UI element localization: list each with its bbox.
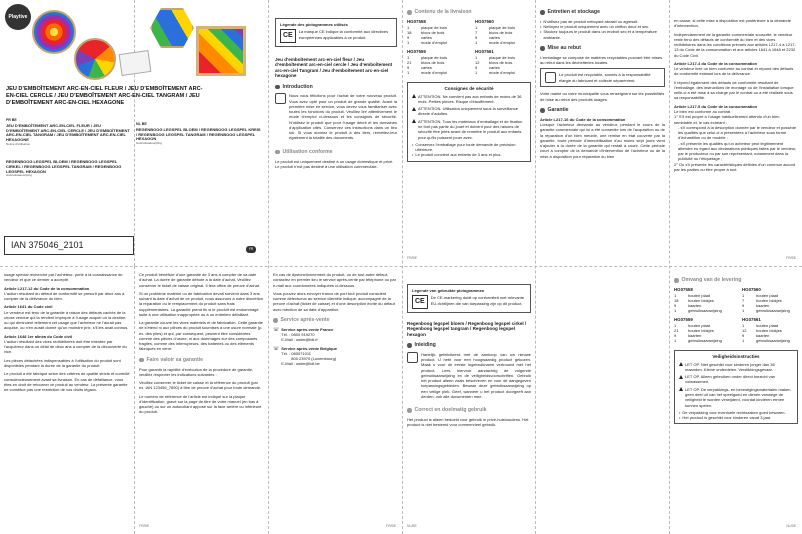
article-number: HG07560 — [475, 18, 494, 24]
legend-box — [275, 18, 397, 47]
article-number: HG07559 — [407, 48, 426, 54]
fold-line — [669, 0, 670, 534]
safety-title: Veiligheidsinstructies — [712, 353, 760, 359]
legal-text: 1° S’il est propre à l’usage habituellement attendu d’un bien semblable et, le cas échéant : — [674, 114, 780, 125]
legal-text: Le bien est conforme au contrat : — [674, 108, 733, 114]
article-heading: Article L217-4 du Code de la consommation — [674, 60, 758, 66]
safety-bullet: De verpakking voor eventuele rechtszaken goed bewaren. — [682, 409, 786, 415]
section-use: Utilisation conforme — [275, 149, 397, 156]
bullet-dot-icon — [540, 10, 545, 15]
warning-text: LET OP. Niet geschikt voor kinderen jonger dan 36 maanden. Kleine onderdelen. Verstikkingsgevaar. — [685, 361, 775, 372]
article-text: Lorsque l’acheteur demande au vendeur, pendant le cours de la garantie commerciale qui lui a été consentie lors de l’acquisition ou de la réparation d’un bien meuble, une remise en état couverte par la garantie, toute période d’immobilisation d’au moins sept jours vient s’ajouter à la durée de la garantie qui restait à courir. Cette période court à compter de la demande d’intervention de l’acheteur ou de la mise à disposition pour réparation du bien — [540, 121, 665, 159]
warning-icon — [412, 107, 416, 111]
use-text: Le produit est uniquement destiné à un usage domestique et privé. Le produit n’est pas destiné à une utilisation commerciale. — [275, 158, 394, 169]
care-bullet: Stockez toujours le produit dans un endroit sec et à température ambiante. — [543, 29, 658, 40]
legal-text: Le produit a été fabriqué selon des critères de qualité stricts et contrôlé consciencieusement avant sa livraison. En cas de défaillance, vous êtes en droit de retourner ce produit au vendeur. La présente garantie ne constitue pas une restriction de vos droits légaux. — [4, 371, 130, 393]
legal-text: - s’il correspond à la description donnée par le vendeur et possède les qualités que celui-ci a présentées à l’acheteur sous forme d’échantillon ou de modèle ; — [678, 124, 797, 141]
cover-title: JEU D’EMBOÎTEMENT ARC-EN-CIEL FLEUR / JEU D’EMBOÎTEMENT ARC-EN-CIEL CERCLE / JEU D’EMBOÎTEMENT ARC-EN-CIEL TANGRAM / JEU D’EMBOÎTEMENT ARC-EN-CIEL HEXAGONE — [6, 86, 203, 106]
legal-text: usage spécial recherché par l’acheteur, porté à la connaissance du vendeur et que ce dernier a accepté. — [4, 272, 123, 283]
cover-nl-block — [136, 122, 262, 146]
article-heading: Article L217-5 du Code de la consommation — [674, 103, 758, 109]
legal-text: Le vendeur est tenu de la garantie à raison des défauts cachés de la chose vendue qui la rendent impropre à l’usage auquel on la destine, ou qui diminuent tellement cet usage que l’acheteur ne l’aurait pas acquise, ou n’en aurait donné qu’un moindre prix, s’il les avait connus. — [4, 309, 129, 331]
safety-bullet: Le produit convient aux enfants de 3 ans et plus. — [415, 152, 502, 158]
safety-title: Consignes de sécurité — [444, 85, 494, 91]
page-number: FR/BE — [139, 523, 149, 528]
bullet-dot-icon — [139, 358, 144, 363]
section-waste: Mise au rebut — [540, 45, 665, 52]
warning-icon — [679, 387, 683, 391]
warning-text: ATTENTION. Ne convient pas aux enfants de moins de 36 mois. Petites pièces. Risque d’étouffement. — [418, 93, 522, 104]
article-block: HG07560 1 plaque de bois 7 blocs de bois 9 cartes 1 mode d’emploi — [475, 19, 531, 46]
legend-title: Legende van gebruikte pictogrammen — [412, 288, 485, 293]
article-heading: Article L217-16 du Code de la consommation — [540, 116, 626, 122]
waste-box-text: Le produit est recyclable, soumis à la responsabilité élargie du fabricant et collecté séparément. — [559, 72, 651, 83]
safety-bullet: Conservez l’emballage pour toute demande de précision ultérieure. — [415, 141, 516, 153]
service-france: ☏ Service après-vente France Tél. : 0800 919270 E-Mail : owim@lidl.fr — [273, 326, 334, 343]
warranty-text: Si un problème matériel ou de fabrication devait survenir dans 3 ans suivant la date d’achat de ce produit, nous assurons à notre discrétion la réparation ou le remplacement du produit sans frais supplémentaires. La garantie prend fin si le produit est endommagé suite à une utilisation inappropriée ou à un entretien défaillant. — [139, 290, 264, 317]
articles-row-2 — [407, 49, 531, 76]
fr-page-content-safety — [407, 4, 531, 262]
legend-box — [407, 284, 531, 313]
legend-title: Légende des pictogrammes utilisés — [280, 22, 348, 27]
fold-line — [535, 0, 536, 534]
fr-page-service — [273, 272, 398, 530]
cover-be-titles: REGENBOOG LEGSPEL BLOEM / REGENBOOG LEGSPEL CIRKEL / REGENBOOG LEGSPEL TANGRAM / REGENBOOG LEGSPEL HEXAGON — [6, 159, 122, 174]
product-image-hexagon — [150, 8, 194, 48]
product-image-circle — [74, 38, 116, 80]
section-introduction: Introduction — [275, 84, 397, 91]
article-number: HG07559 — [674, 316, 693, 322]
claim-text: Le numéro de référence de l’article est indiqué sur la plaque d’identification, gravé sur la page de titre de votre manuel (en bas à gauche) ou sur un autocollant apposé sur la face arrière ou inférieure du produit. — [139, 393, 262, 415]
cover-nl-sub: Gebruiksaanwijzing — [136, 141, 163, 146]
ian-box: IAN 375046_2101 — [4, 236, 134, 255]
warranty-text: Ce produit bénéficie d’une garantie de 3 ans à compter de sa date d’achat. La durée de garantie débute à la date d’achat. Veuillez conserver le ticket de caisse original. Il fera office de preuve d’achat. — [139, 272, 261, 288]
phone-icon: ☏ — [273, 345, 280, 352]
cover-fr-sub: Notice d’utilisation — [6, 141, 31, 146]
claim-text: Pour garantir la rapidité d’exécution de la procédure de garantie, veuillez respecter les indications suivantes : — [139, 366, 254, 377]
waste-text-2: Votre mairie ou votre municipalité vous renseignent sur les possibilités de mise au rebut des produits usagés. — [540, 91, 665, 102]
warranty-text: La garantie couvre les vices matériels et de fabrication. Cette garantie ne s’étend ni aux pièces du produit soumises à une usure normale (p. ex. des piles) et qui, par conséquent, peuvent être considérées comme des pièces d’usure, ni aux dommages sur des composants fragiles, comme des interrupteurs, des batteries ou des éléments fabriqués en verre. — [139, 320, 263, 352]
article-number: HG07558 — [674, 286, 693, 292]
phone-icon: ☏ — [273, 326, 280, 333]
warning-text: ATTENTION. Tous les matériaux d’emballage et de fixation ne font pas partie du jouet et doivent pour des raisons de sécurité être jetés avant de remettre le produit aux enfants pour qu’ils puissent jouer avec. — [418, 118, 523, 140]
fr-page-legend-intro — [275, 4, 397, 262]
page-number: NL/BE — [407, 523, 417, 528]
articles-row-1 — [674, 287, 798, 314]
article-heading: Article 1648 1er alinéa du Code civil — [4, 333, 73, 339]
warning-icon — [412, 119, 416, 123]
intro-text: Nous vous félicitons pour l’achat de votre nouveau produit. Vous avez opté pour un produit de grande qualité. Avant la première mise en service, vous devez vous familiariser avec toutes les fonctions du produit. Veuillez lire attentivement le mode d’emploi ci-dessous et les consignes de sécurité. N’utilisez le produit que pour l’usage décrit et les domaines d’application cités. Conservez ces instructions dans un lieu sûr. Si vous donnez le produit à des tiers, remettez-leur également la totalité des documents. — [289, 93, 397, 141]
care-bullet: N’utilisez pas de produit nettoyant abrasif ou agressif. — [543, 18, 639, 24]
page-number: FR/BE — [386, 523, 396, 528]
warning-icon — [679, 362, 683, 366]
bullet-dot-icon — [273, 318, 278, 323]
articles-row-2 — [674, 317, 798, 344]
cover-nl-titles: REGENBOOG LEGSPEL BLOEM / REGENBOOG LEGSPEL KREIS / REGENBOOG LEGSPEL TANGRAM / REGENBOOG LEGSPEL HEXAGON — [136, 126, 261, 142]
waste-text: L’emballage se compose de matières recyclables pouvant être mises au rebut dans les déchetteries locales. — [540, 54, 663, 66]
section-claim: Faire valoir sa garantie — [139, 357, 264, 364]
warning-text: LET OP. De verpakkings- en bevestigingsmaterialen maken geen deel uit van het speelgoed en dienen vanwege de veiligheid te worden verwijderd, voordat kinderen ermee kunnen spelen. — [685, 386, 791, 408]
ce-mark-icon: CE — [412, 295, 428, 308]
section-service: Service après-vente — [273, 317, 398, 324]
cover-be-block — [6, 160, 130, 178]
legal-text: Il répond également des défauts de conformité résultant de l’emballage, des instructions de montage ou de l’installation lorsque celle-ci a été mise à sa charge par le contrat ou a été réalisée sous sa responsabilité. — [674, 79, 794, 101]
bullet-dot-icon — [407, 408, 412, 413]
bullet-dot-icon — [275, 150, 280, 155]
fr-page-warranty-terms — [139, 272, 264, 530]
section-introduction: Inleiding — [407, 342, 531, 349]
article-block: HG07559 1 houten plaat 21 houten blokjes 9 kaarten 1 gebruiksaanwijzing — [674, 317, 730, 344]
book-icon — [275, 93, 286, 104]
ce-mark-icon: CE — [280, 29, 296, 42]
fold-line — [134, 266, 135, 534]
articles-row-1 — [407, 19, 531, 46]
legal-text: en cause, si cette mise à disposition est postérieure à la demande d’intervention. — [674, 18, 791, 29]
fold-line — [402, 0, 403, 534]
language-badge: FR — [246, 246, 256, 253]
fold-line-horizontal — [0, 266, 802, 267]
recycle-icon — [545, 72, 556, 83]
section-content: Omvang van de levering — [674, 277, 798, 284]
legal-text: - s’il présente les qualités qu’un acheteur peut légitimement attendre eu égard aux déclarations publiques faites par le vendeur, par le producteur ou par son représentant, notamment dans la publicité ou l’étiquetage ; — [678, 140, 797, 162]
claim-text: Veuillez conserver le ticket de caisse et la référence du produit (par ex. IAN 123456_7890) à titre de preuve d’achat pour toute demande. — [139, 380, 262, 391]
article-number: HG07561 — [742, 316, 761, 322]
brand-logo: Playtive — [5, 4, 31, 30]
section-care: Entretien et stockage — [540, 9, 665, 16]
bullet-dot-icon — [540, 46, 545, 51]
cover-be-sub: Gebruiksaanwijzing — [6, 173, 33, 178]
article-number: HG07558 — [407, 18, 426, 24]
legal-text: 2° Ou s’il présente les caractéristiques définies d’un commun accord par les parties ou être propre à tout — [674, 161, 796, 172]
article-block: HG07558 1 plaque de bois 18 blocs de bois 9 cartes 1 mode d’emploi — [407, 19, 463, 46]
warning-text: ATTENTION. Utilisation uniquement sous la surveillance directe d’adultes. — [418, 106, 518, 117]
section-content: Contenu de la livraison — [407, 9, 531, 16]
bullet-dot-icon — [540, 108, 545, 113]
page-number: FR/BE — [786, 255, 796, 260]
page-number: FR/BE — [407, 255, 417, 260]
safety-box: Veiligheidsinstructies LET OP. Niet geschikt voor kinderen jonger dan 36 maanden. Kleine onderdelen. Verstikkingsgevaar. LET OP. Alleen gebruiken onder direct toezicht van volwassenen. LET OP. De verpakkings- en bevestigingsmaterialen maken geen deel uit van het speelgoed en dienen vanwege de veiligheid te worden verwijderd, voordat kinderen ermee kunnen spelen. • De verpakking voor eventuele rechtszaken goed bewaren. • Het product is geschikt voor kinderen vanaf 3 jaar. — [674, 350, 798, 425]
language-codes-nl: NL BE — [136, 122, 147, 126]
nl-page-legend-intro — [407, 272, 531, 530]
cover-fr-titles: JEU D’EMBOÎTEMENT ARC-EN-CIEL FLEUR / JEU D’EMBOÎTEMENT ARC-EN-CIEL CERCLE / JEU D’EMBOÎTEMENT ARC-EN-CIEL TANGRAM / JEU D’EMBOÎTEMENT ARC-EN-CIEL HEXAGONE — [6, 122, 130, 143]
article-block: HG07558 1 houten plaat 18 houten blokjes 9 kaarten 1 gebruiksaanwijzing — [674, 287, 730, 314]
cover-fr-block — [6, 118, 130, 147]
section-use: Correct en doelmatig gebruik — [407, 407, 531, 414]
product-image-tangram — [196, 26, 246, 76]
section-warranty: Garantie — [540, 107, 665, 114]
safety-bullet: Het product is geschikt voor kinderen vanaf 3 jaar. — [682, 415, 772, 421]
bullet-dot-icon — [407, 10, 412, 15]
care-bullet: Nettoyez le produit uniquement avec un chiffon doux et sec. — [543, 24, 650, 30]
fold-line — [268, 0, 269, 534]
fr-page-care-warranty: Entretien et stockage • N’utilisez pas de produit nettoyant abrasif ou agressif. • Nettoyez le produit uniquement avec un chiffon doux et sec. • Stockez toujours le produit dans un endroit sec et à température ambiante. Mise au rebut L’emballage se compose de matières recyclables pouvant être mises au rebut dans les déchetteries locales. Le produit est recyclable, soumis à la responsabilité élargie du fabricant et collecté séparément. Votre mairie ou votre municipalité vous renseignent sur les possibilités de mise au rebut des produits usagés. Garantie Article L217-16 du Code de la consommation Lorsque l’acheteur demande au vendeur, pendant le cours de la garantie commerciale qui lui a été consentie lors de l’acquisition ou de la réparation d’un bien meuble, une remise en état couverte par la garantie, toute période d’immobilisation d’au moins sept jours vient s’ajouter à la durée de la garantie qui restait à courir. Cette période court à compter de la demande d’intervention de l’acheteur ou de la mise à disposition pour réparation du bien — [540, 9, 665, 159]
legal-text: Le vendeur livre un bien conforme au contrat et répond des défauts de conformité existant lors de la délivrance. — [674, 66, 794, 77]
article-block: HG07561 1 plaque de bois 12 blocs de bois 9 cartes 1 mode d’emploi — [475, 49, 531, 76]
product-image-flower — [32, 10, 76, 54]
page-number: NL/BE — [786, 523, 796, 528]
article-block: HG07561 1 houten plaat 12 houten blokjes 9 kaarten 1 gebruiksaanwijzing — [742, 317, 798, 344]
fr-page-legal — [674, 4, 798, 262]
warning-icon — [679, 375, 683, 379]
legal-text: L’action résultant du défaut de conformité se prescrit par deux ans à compter de la délivrance du bien. — [4, 290, 125, 302]
language-codes-fr: FR BE — [6, 118, 17, 122]
book-icon — [407, 352, 418, 363]
safety-box: Consignes de sécurité ATTENTION. Ne convient pas aux enfants de moins de 36 mois. Petites pièces. Risque d’étouffement. ATTENTION. Utilisation uniquement sous la surveillance directe d’adultes. ATTENTION. Tous les matériaux d’emballage et de fixation ne font pas partie du jouet et doivent pour des raisons de sécurité être jetés avant de remettre le produit aux enfants pour qu’ils puissent jouer avec. • Conservez l’emballage pour toute demande de précision ultérieure. • Le produit convient aux enfants de 3 ans et plus. — [407, 82, 531, 162]
service-belgium: ☏ Service après-vente Belgique Tél. : 080071011 800 23970 (Luxembourg) E-Mail : owim@lidl.be — [273, 345, 338, 367]
bullet-dot-icon — [674, 278, 679, 283]
article-block: HG07559 1 plaque de bois 21 blocs de bois 9 cartes 1 mode d’emploi — [407, 49, 463, 76]
fr-page-civil-code — [4, 272, 130, 530]
legal-text: Indépendamment de la garantie commerciale souscrite, le vendeur reste tenu des défauts de conformité du bien et des vices rédhibitoires dans les conditions prévues aux articles L217-4 à L217-13 du Code de la consommation et aux articles 1641 à 1648 et 2232 du Code Civil. — [674, 31, 796, 58]
warning-icon — [412, 94, 416, 98]
use-text: Het product is alleen bedoeld voor gebruik in privé-huishoudens. Het product is niet bestemd voor commercieel gebruik. — [407, 417, 529, 428]
article-number: HG07561 — [475, 48, 494, 54]
nl-page-content-safety — [674, 272, 798, 530]
cover-page — [0, 0, 268, 266]
service-text: En cas de dysfonctionnement du produit, ou de tout autre défaut, contactez en premier lieu le service après-vente par téléphone ou par e-mail aux coordonnées indiquées ci-dessous. — [273, 272, 396, 288]
ce-text: De CE-markering duidt op conformiteit met relevante EU-richtlijnen die van toepassing zijn op dit product. — [430, 295, 525, 306]
article-number: HG07560 — [742, 286, 761, 292]
product-titles: Jeu d’emboîtement arc-en-ciel fleur / Jeu d’emboîtement arc-en-ciel cercle / Jeu d’emboîtement arc-en-ciel Tangram / Jeu d’emboîtement arc-en-ciel hexagone — [275, 56, 393, 78]
bullet-dot-icon — [407, 343, 412, 348]
article-heading: Article L217-12 du Code de la consommation — [4, 285, 90, 291]
bullet-dot-icon — [275, 85, 280, 90]
article-heading: Article 1641 du Code civil — [4, 304, 53, 310]
warning-text: LET OP. Alleen gebruiken onder direct toezicht van volwassenen. — [685, 374, 776, 385]
product-titles: Regenboog legspel bloem / Regenboog legspel cirkel / Regenboog legspel tangram / Regenboog legspel hexagon — [407, 320, 527, 337]
legal-text: L’action résultant des vices rédhibitoires doit être intentée par l’acquéreur dans un délai de deux ans à compter de la découverte du vice. — [4, 338, 127, 355]
ce-text: La marque CE indique la conformité aux directives européennes applicables à ce produit. — [298, 29, 389, 40]
waste-box — [540, 68, 665, 87]
legal-text: Les pièces détachées indispensables à l’utilisation du produit sont disponibles pendant la durée de la garantie du produit. — [4, 357, 121, 368]
product-image-cards — [119, 50, 152, 76]
service-text: Vous pouvez alors envoyer franco de port tout produit considéré comme défectueux au service clientèle indiqué, accompagné de la preuve d’achat (ticket de caisse) et d’une description écrite du défaut avec mention de sa date d’apparition. — [273, 290, 395, 312]
intro-text: Hartelijk gefeliciteerd met de aankoop van uw nieuwe product. U hebt voor een hoogwaardig product gekozen. Maak u voor de eerste ingebruikname vertrouwd met het product. Lees hiervoor aandachtig de volgende gebruiksaanwijzing en de veiligheidsvoorschriften. Gebruik het product alleen zoals beschreven en voor de aangegeven toepassingsgebieden. Bewaar deze gebruiksaanwijzing op een veilige plek. Geef, wanneer u het product doorgeeft aan derden, ook alle documenten mee. — [421, 351, 531, 399]
article-block: HG07560 1 houten plaat 7 houten blokjes 9 kaarten 1 gebruiksaanwijzing — [742, 287, 798, 314]
